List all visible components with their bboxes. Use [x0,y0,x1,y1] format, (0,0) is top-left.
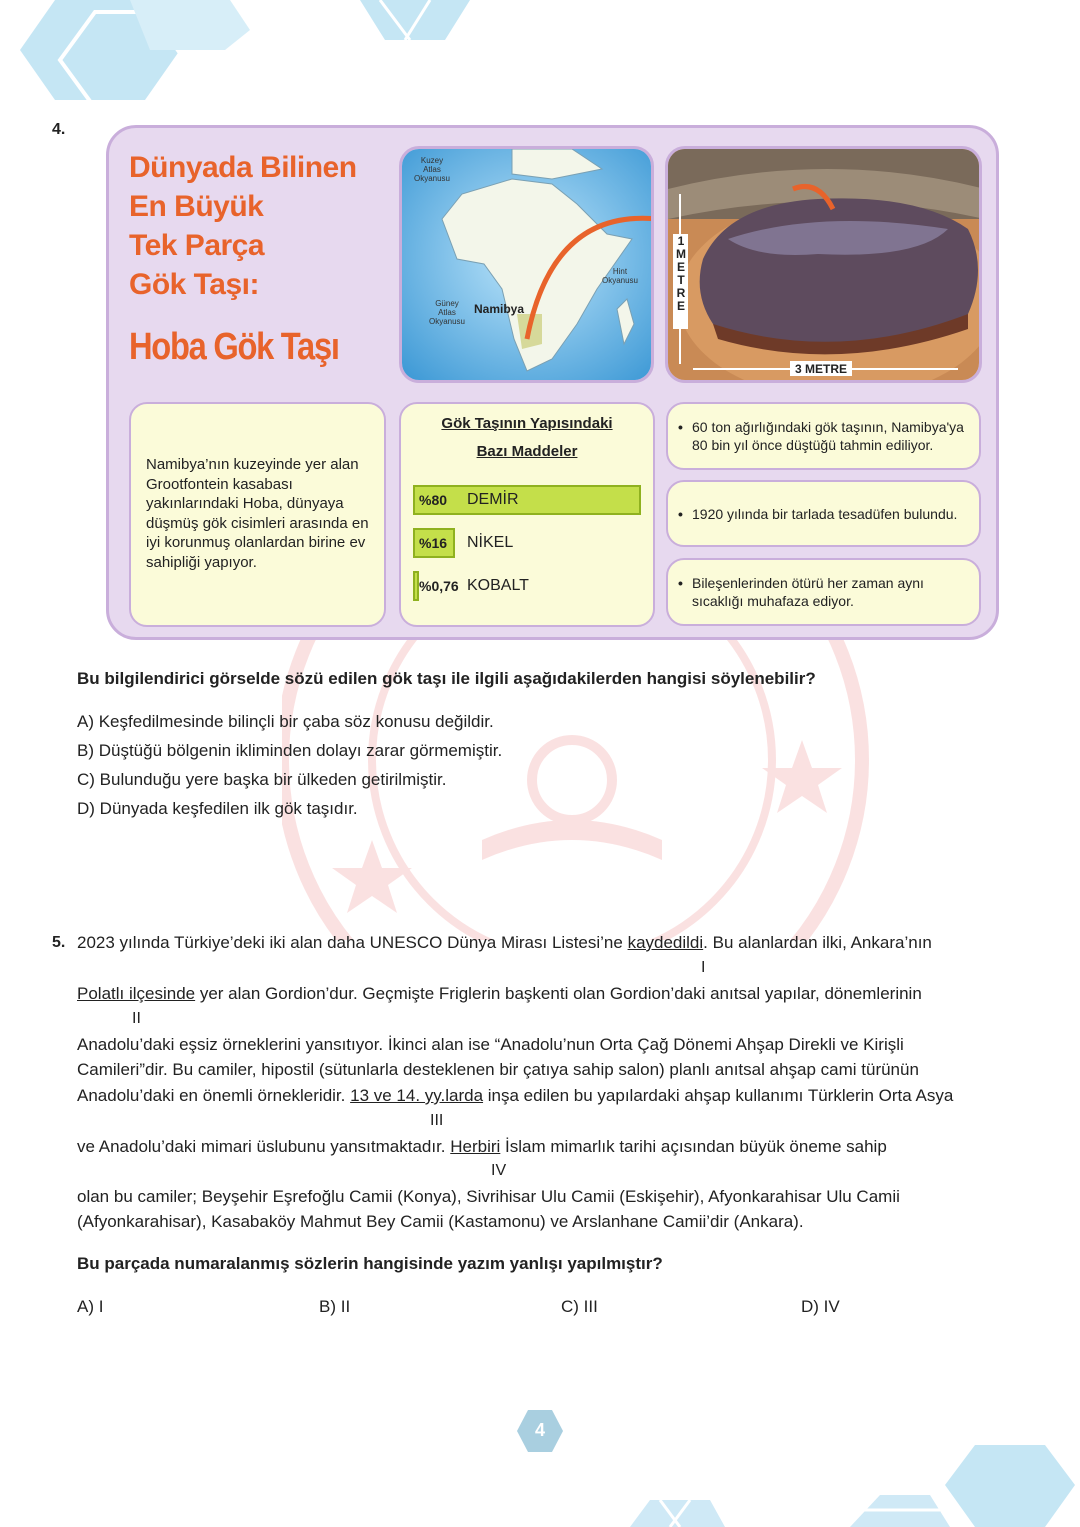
title-line-2: En Büyük [129,190,264,223]
material-percent: %16 [419,535,448,551]
map-label-indian: Hint [612,267,628,276]
material-name: KOBALT [467,577,529,594]
material-name: DEMİR [467,491,519,508]
description-card [129,402,386,627]
infographic-title [129,148,379,369]
decorative-hexagons-bottom [620,1440,1080,1527]
title-line-1: Dünyada Bilinen [129,151,357,184]
text: İslam mimarlık tarihi açısından büyük öneme sahip [500,1137,887,1156]
svg-text:Okyanusu: Okyanusu [428,317,466,326]
marker-2: II [132,1010,141,1027]
underlined-word-2: Polatlı ilçesinde [77,984,196,1003]
fact-text: • 1920 yılında bir tarlada tesadüfen bulundu. [668,505,977,523]
text: 2023 yılında Türkiye’deki iki alan daha UNESCO Dünya Mirası Listesi’ne [77,933,628,952]
meteorite-photo [665,146,982,383]
material-row-nikel [413,528,513,558]
text: ve Anadolu’daki mimari üslubunu yansıtmaktadır. [77,1137,451,1156]
height-label [674,235,688,313]
height-label-text: 1 METRE [676,234,686,313]
marker-4: IV [491,1162,507,1179]
width-label: 3 METRE [794,362,847,376]
description-text: Namibya’nın kuzeyinde yer alan Grootfontein kasabası yakınlarındaki Hoba, dünyaya düşmüş gök cisimleri arasında en iyi korunmuş olanlardan birine ev sahipliği yapıyor. [146,456,369,571]
marker-1: I [701,959,706,976]
question-5-text: Bu parçada numaralanmış sözlerin hangisinde yazım yanlışı yapılmıştır? [77,1254,663,1273]
map-label-namibia: Namibya [474,302,525,316]
question-4-number: 4. [52,121,66,138]
map-label-north-atlantic: Kuzey [420,156,444,165]
question-5-number: 5. [52,934,66,951]
fact-card-1 [666,402,981,470]
underlined-word-4: Herbiri [450,1137,501,1156]
question-4-text: Bu bilgilendirici görselde sözü edilen gök taşı ile ilgili aşağıdakilerden hangisi söylenebilir? [77,669,816,688]
text: inşa edilen bu yapılardaki ahşap kullanımı Türklerin Orta Asya [483,1086,954,1105]
text: yer alan Gordion’dur. Geçmişte Friglerin başkenti olan Gordion’daki anıtsal yapılar, dönemlerinin [195,984,922,1003]
svg-text:Atlas: Atlas [423,165,441,174]
title-line-4: Gök Taşı: [129,268,259,301]
svg-text:Okyanusu: Okyanusu [413,174,451,183]
hoba-infographic [106,125,999,640]
underlined-word-1: kaydedildi [627,933,704,952]
paragraph-line-7: olan bu camiler; Beyşehir Eşrefoğlu Camii (Konya), Sivrihisar Ulu Camii (Eskişehir), Afyonkarahisar Ulu Camii [77,1187,900,1206]
option-4c[interactable]: C) Bulunduğu yere başka bir ülkeden getirilmiştir. [77,770,447,789]
title-line-3: Tek Parça [129,229,265,262]
material-row-kobalt [413,571,529,601]
page-number: 4 [534,1420,545,1440]
paragraph-line-1 [77,933,932,953]
paragraph-line-6 [77,1137,887,1157]
option-4a[interactable]: A) Keşfedilmesinde bilinçli bir çaba söz konusu değildir. [77,712,494,731]
option-4b[interactable]: B) Düştüğü bölgenin ikliminden dolayı zarar görmemiştir. [77,741,503,760]
material-row-demir [413,485,519,515]
text: Anadolu’daki en önemli örnekleridir. [77,1086,351,1105]
materials-title-2: Bazı Maddeler [476,443,578,460]
option-5b[interactable]: B) II [319,1297,351,1316]
option-5a[interactable]: A) I [77,1297,104,1316]
svg-text:Okyanusu: Okyanusu [601,276,639,285]
fact-text: • 60 ton ağırlığındaki gök taşının, Namibya'ya 80 bin yıl önce düştüğü tahmin ediliyor. [668,418,972,454]
paragraph-line-2 [77,984,922,1004]
africa-map [399,146,654,383]
materials-card [399,402,655,627]
text: . Bu alanlardan ilki, Ankara’nın [703,933,932,952]
paragraph-line-4: Camileri”dir. Bu camiler, hipostil (sütunlarla desteklenen bir çatıya sahip salon) planlı anıtsal ahşap cami türünün [77,1060,919,1079]
fact-card-3 [666,558,981,626]
fact-card-2 [666,480,981,547]
option-5c[interactable]: C) III [561,1297,598,1316]
africa-map-illustration [402,149,654,383]
material-percent: %80 [419,492,448,508]
marker-3: III [430,1112,444,1129]
paragraph-line-3: Anadolu’daki eşsiz örneklerini yansıtıyor. İkinci alan ise “Anadolu’nun Orta Çağ Dönemi Ahşap Direkli ve Kirişli [77,1035,904,1054]
map-label-south-atlantic: Güney [435,299,459,308]
underlined-word-3: 13 ve 14. yy.larda [350,1086,484,1105]
main-title: Hoba Gök Taşı [129,326,339,368]
svg-text:Atlas: Atlas [438,308,456,317]
option-4d[interactable]: D) Dünyada keşfedilen ilk gök taşıdır. [77,799,358,818]
paragraph-line-5 [77,1086,953,1106]
materials-title-1: Gök Taşının Yapısındaki [441,415,613,432]
meteorite-illustration [668,149,982,383]
material-percent: %0,76 [419,578,459,594]
paragraph-line-8: (Afyonkarahisar), Kasabaköy Mahmut Bey Camii (Kastamonu) ve Arslanhane Camii’dir (Ankara). [77,1212,804,1231]
option-5d[interactable]: D) IV [801,1297,840,1316]
decorative-hexagons-top [0,0,520,110]
fact-text: • Bileşenlerinden ötürü her zaman aynı sıcaklığı muhafaza ediyor. [668,574,962,610]
material-name: NİKEL [467,534,514,551]
